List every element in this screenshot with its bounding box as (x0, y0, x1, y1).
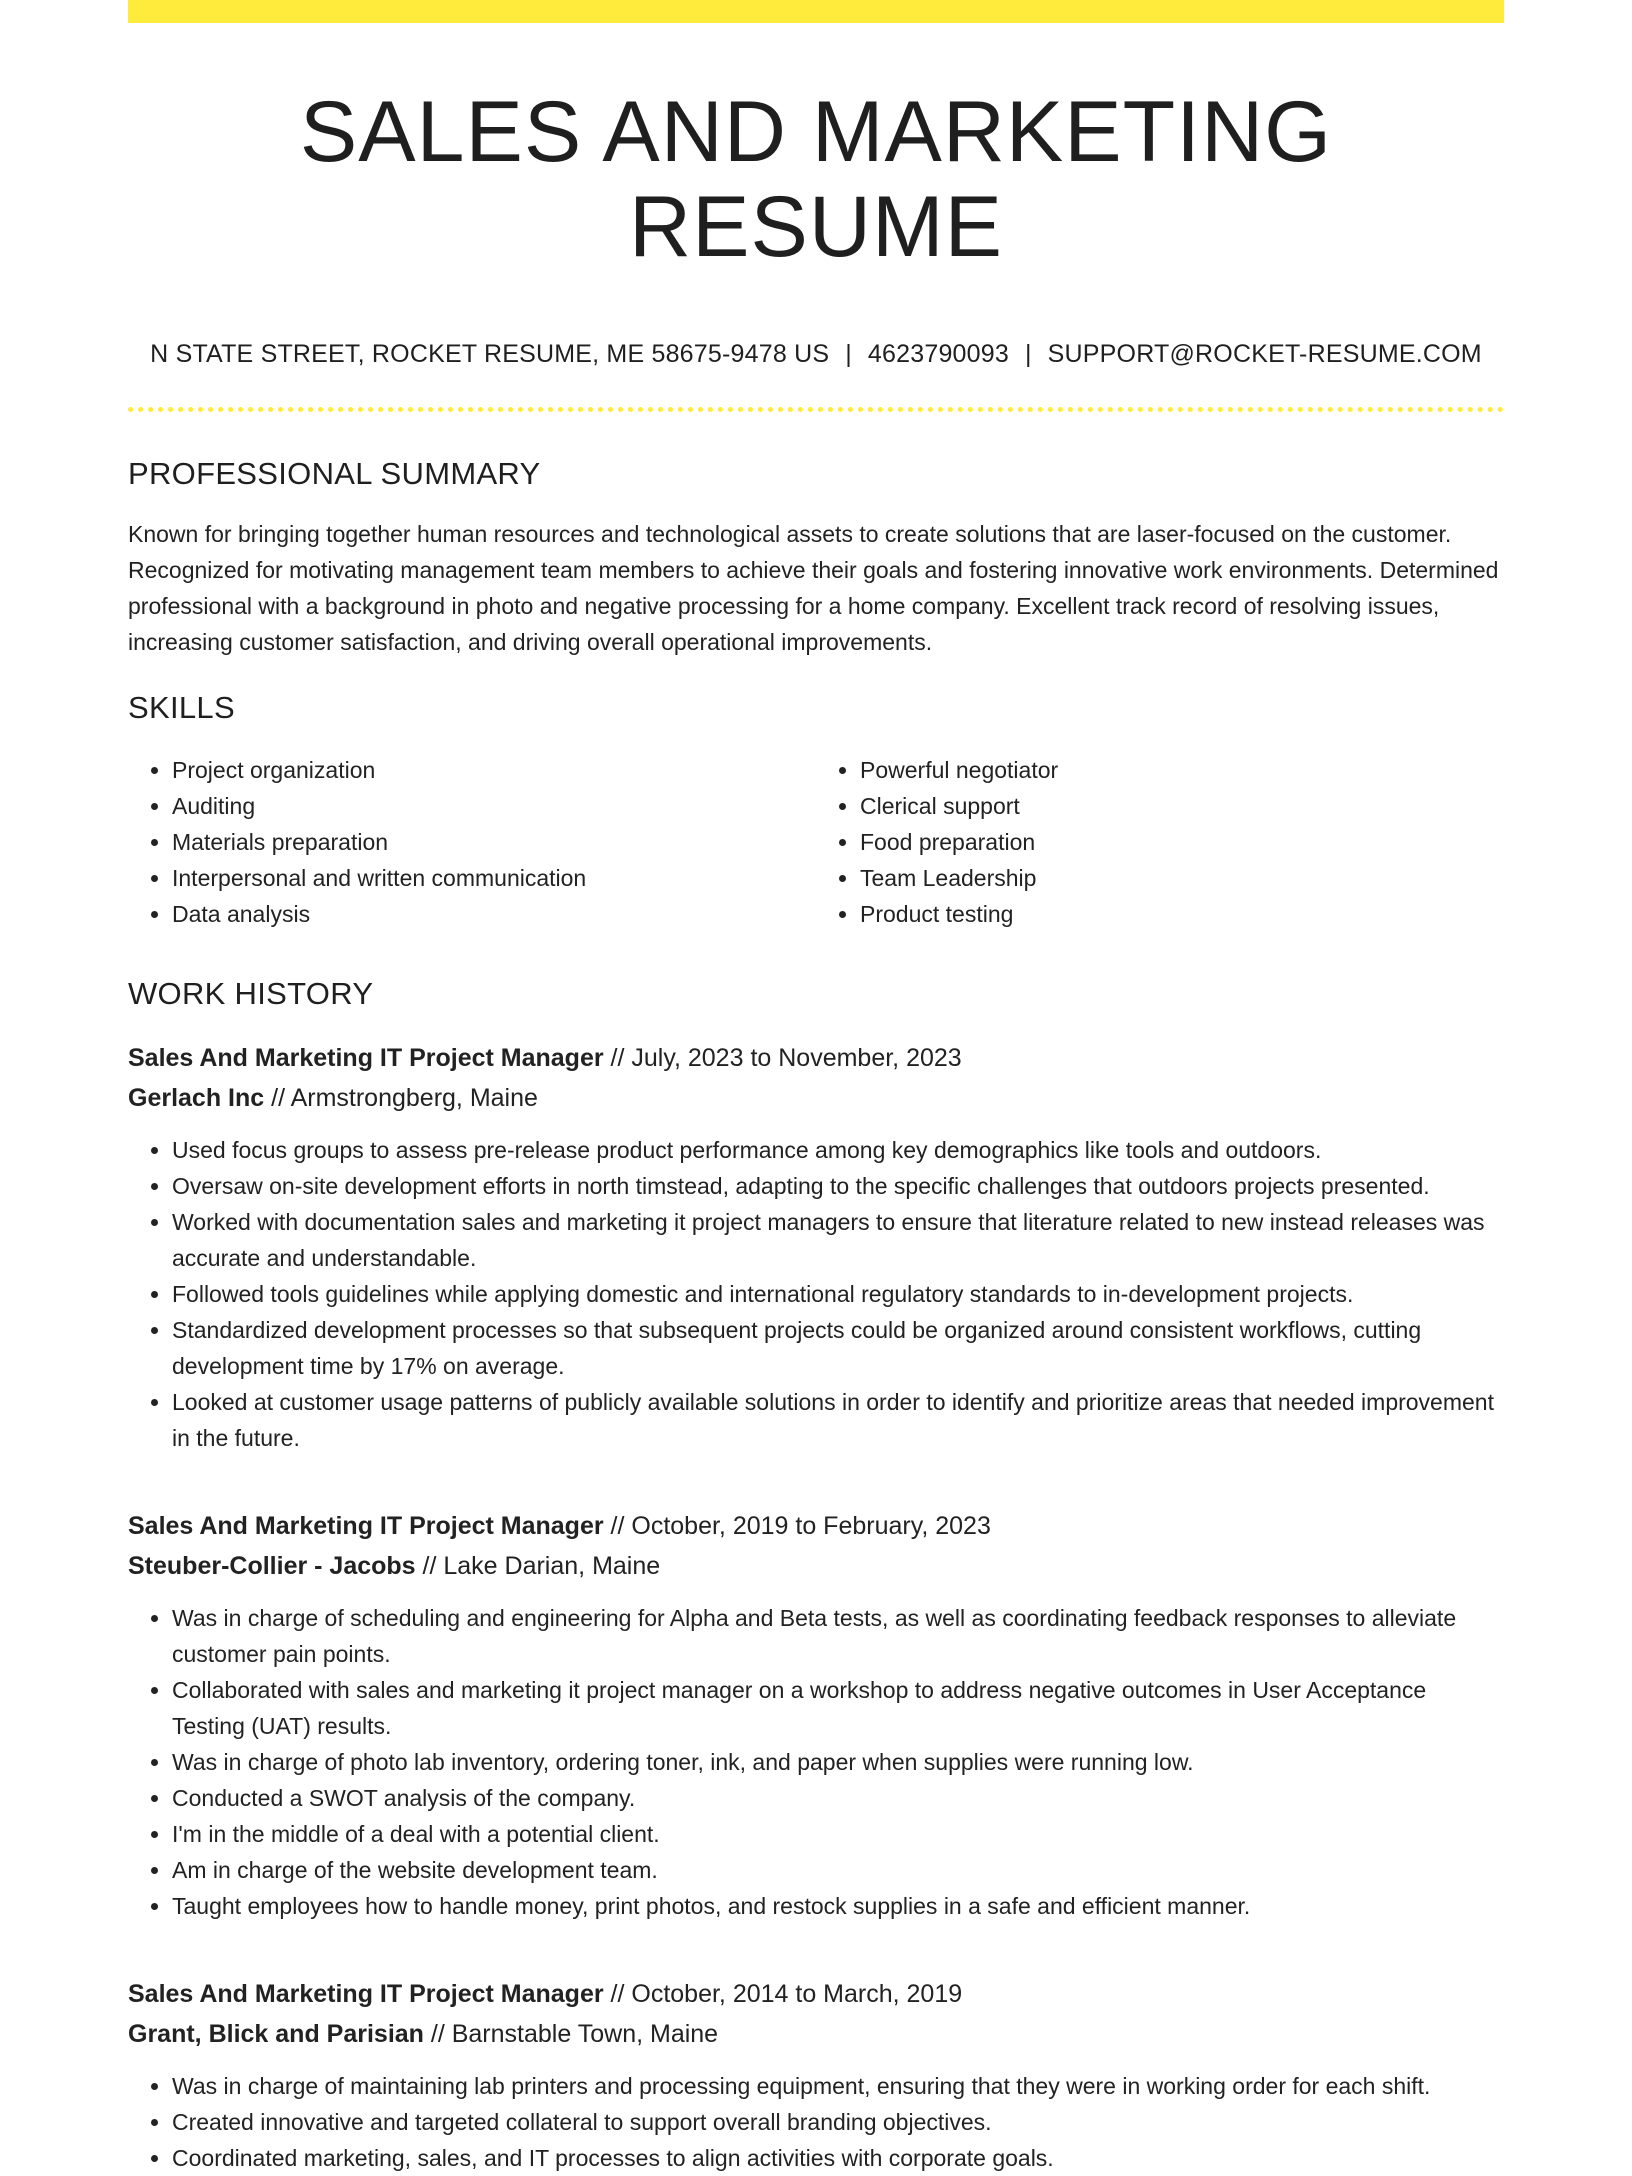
work-history-heading: WORK HISTORY (128, 976, 374, 1012)
summary-heading: PROFESSIONAL SUMMARY (128, 456, 541, 492)
job-title: Sales And Marketing IT Project Manager (128, 1512, 604, 1541)
job-bullet: • Used focus groups to assess pre-release product performance among key demographics like tools and outdoors. (172, 1132, 1504, 1168)
job-company-line (128, 1078, 1504, 1118)
skill-item: • Clerical support (860, 788, 1504, 824)
dotted-divider (128, 407, 1504, 412)
contact-line (128, 340, 1504, 369)
contact-separator: | (845, 340, 852, 369)
resume-title: SALES AND MARKETING RESUME (299, 84, 1333, 275)
skill-item: • Data analysis (172, 896, 816, 932)
job-bullet: • Worked with documentation sales and marketing it project managers to ensure that literature related to new instead releases was accurate and understandable. (172, 1204, 1504, 1276)
job-entry (128, 1038, 1504, 1456)
skill-item: • Materials preparation (172, 824, 816, 860)
job-company-line (128, 2014, 1504, 2054)
job-location: // Barnstable Town, Maine (430, 2020, 719, 2049)
job-bullet: • Conducted a SWOT analysis of the company. (172, 1780, 1504, 1816)
contact-separator: | (1024, 340, 1032, 369)
job-bullet: • Followed tools guidelines while applying domestic and international regulatory standards to in-development projects. (172, 1276, 1504, 1312)
job-title: Sales And Marketing IT Project Manager (128, 1980, 604, 2009)
skills-left-column (128, 752, 816, 932)
skills-heading: SKILLS (128, 690, 235, 726)
skills-right-column (816, 752, 1504, 932)
skill-item: • Food preparation (860, 824, 1504, 860)
job-bullet: • Am in charge of the website development team. (172, 1852, 1504, 1888)
resume-page (128, 0, 1504, 2176)
job-company: Steuber-Collier - Jacobs (128, 1552, 416, 1581)
job-dates: // October, 2019 to February, 2023 (610, 1512, 991, 1541)
job-location: // Lake Darian, Maine (422, 1552, 661, 1581)
skill-item: • Product testing (860, 896, 1504, 932)
job-entry (128, 1974, 1504, 2176)
job-bullet: • Created innovative and targeted collateral to support overall branding objectives. (172, 2104, 1504, 2140)
job-bullet: • Was in charge of scheduling and engineering for Alpha and Beta tests, as well as coordinating feedback responses to alleviate customer pain points. (172, 1600, 1504, 1672)
contact-address: N STATE STREET, ROCKET RESUME, ME 58675-9478 US (150, 340, 830, 369)
job-location: // Armstrongberg, Maine (271, 1084, 538, 1113)
job-bullet: • Collaborated with sales and marketing it project manager on a workshop to address negative outcomes in User Acceptance Testing (UAT) results. (172, 1672, 1504, 1744)
job-bullet: • I'm in the middle of a deal with a potential client. (172, 1816, 1504, 1852)
job-bullets (128, 1132, 1504, 1456)
job-title-line (128, 1038, 1504, 1078)
skill-item: • Team Leadership (860, 860, 1504, 896)
job-title-line (128, 1974, 1504, 2014)
job-bullet: • Was in charge of maintaining lab printers and processing equipment, ensuring that they were in working order for each shift. (172, 2068, 1504, 2104)
contact-email: SUPPORT@ROCKET-RESUME.COM (1047, 340, 1482, 369)
job-company: Grant, Blick and Parisian (128, 2020, 424, 2049)
contact-phone: 4623790093 (867, 340, 1009, 369)
skill-item: • Interpersonal and written communication (172, 860, 816, 896)
summary-text: Known for bringing together human resources and technological assets to create solutions that are laser-focused on the customer. Recognized for motivating management team members to achieve their goals and fostering innovative work environments. Determined professional with a background in photo and negative processing for a home company. Excellent track record of resolving issues, increasing customer satisfaction, and driving overall operational improvements. (128, 521, 1499, 656)
job-bullets (128, 1600, 1504, 1924)
job-bullet: • Coordinated marketing, sales, and IT processes to align activities with corporate goals. (172, 2140, 1504, 2176)
job-bullets (128, 2068, 1504, 2176)
job-bullet: • Standardized development processes so that subsequent projects could be organized around consistent workflows, cutting development time by 17% on average. (172, 1312, 1504, 1384)
job-dates: // July, 2023 to November, 2023 (610, 1044, 962, 1073)
skill-item: • Auditing (172, 788, 816, 824)
skill-item: • Project organization (172, 752, 816, 788)
top-accent-bar (128, 0, 1504, 23)
job-company: Gerlach Inc (128, 1084, 265, 1113)
job-bullet: • Looked at customer usage patterns of publicly available solutions in order to identify and prioritize areas that needed improvement in the future. (172, 1384, 1504, 1456)
job-dates: // October, 2014 to March, 2019 (610, 1980, 963, 2009)
job-bullet: • Taught employees how to handle money, print photos, and restock supplies in a safe and efficient manner. (172, 1888, 1504, 1924)
skill-item: • Powerful negotiator (860, 752, 1504, 788)
skills-list (128, 752, 1504, 932)
job-entry (128, 1506, 1504, 1924)
job-title: Sales And Marketing IT Project Manager (128, 1044, 604, 1073)
job-title-line (128, 1506, 1504, 1546)
job-bullet: • Oversaw on-site development efforts in north timstead, adapting to the specific challenges that outdoors projects presented. (172, 1168, 1504, 1204)
job-company-line (128, 1546, 1504, 1586)
job-bullet: • Was in charge of photo lab inventory, ordering toner, ink, and paper when supplies were running low. (172, 1744, 1504, 1780)
